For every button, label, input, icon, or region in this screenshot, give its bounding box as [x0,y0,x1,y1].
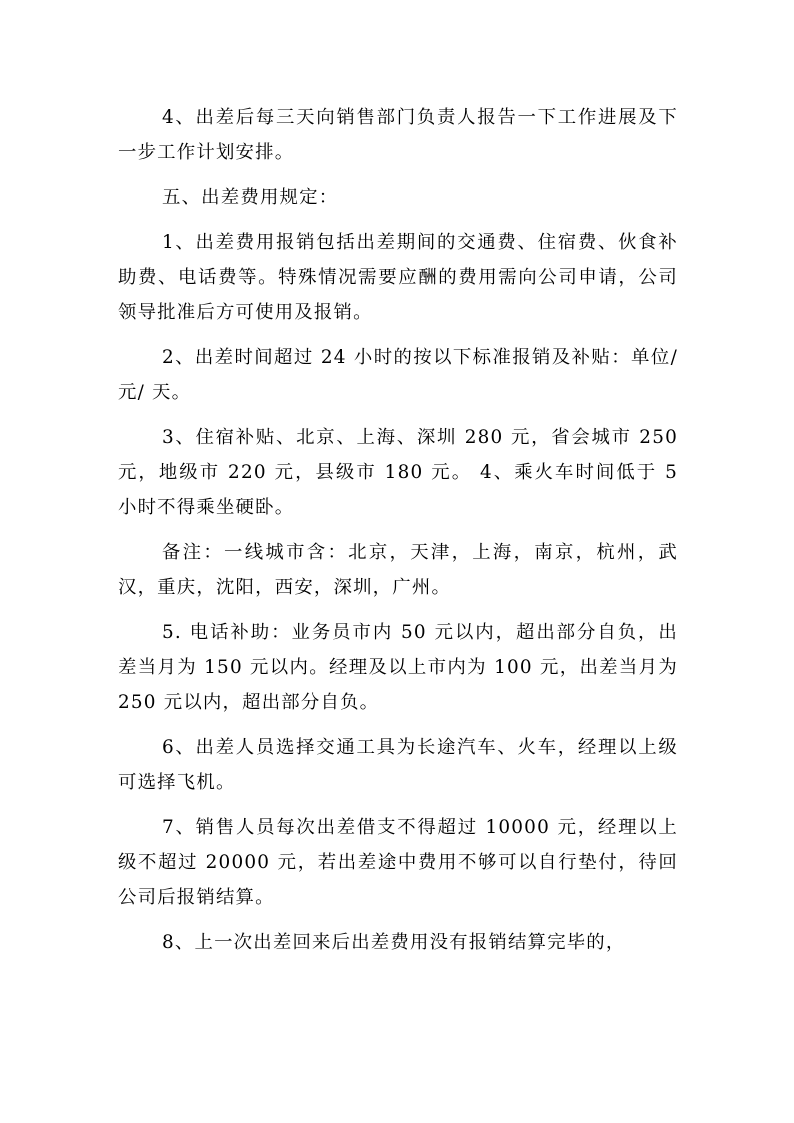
section-heading-travel-expenses: 五、出差费用规定： [162,187,339,208]
paragraph-reimbursement-standard: 2、出差时间超过 24 小时的按以下标准报销及补贴：单位/ 元/ 天。 [118,347,678,403]
paragraph-phone-allowance: 5. 电话补助：业务员市内 50 元以内，超出部分自负，出差当月为 150 元以内。经理及以上市内为 100 元，出差当月为 250 元以内，超出部分自负。 [118,622,678,713]
paragraph-expense-scope: 1、出差费用报销包括出差期间的交通费、住宿费、伙食补助费、电话费等。特殊情况需要应酬的费用需向公司申请，公司领导批准后方可使用及报销。 [118,232,678,323]
paragraph-unsettled-expenses: 8、上一次出差回来后出差费用没有报销结算完毕的， [162,932,626,953]
paragraph-cash-advance-limit: 7、销售人员每次出差借支不得超过 10000 元，经理以上级不超过 20000 元，若出差途中费用不够可以自行垫付，待回公司后报销结算。 [118,817,678,908]
document-body [118,100,678,970]
paragraph-lodging-allowance: 3、住宿补贴、北京、上海、深圳 280 元，省会城市 250 元，地级市 220 元，县级市 180 元。 4、乘火车时间低于 5 小时不得乘坐硬卧。 [118,427,678,518]
paragraph-transport-choice: 6、出差人员选择交通工具为长途汽车、火车，经理以上级可选择飞机。 [118,737,678,793]
paragraph-first-tier-cities-note: 备注：一线城市含：北京，天津，上海，南京，杭州，武汉，重庆，沈阳，西安，深圳，广州。 [118,542,678,598]
paragraph-report-progress: 4、出差后每三天向销售部门负责人报告一下工作进展及下一步工作计划安排。 [118,107,678,163]
